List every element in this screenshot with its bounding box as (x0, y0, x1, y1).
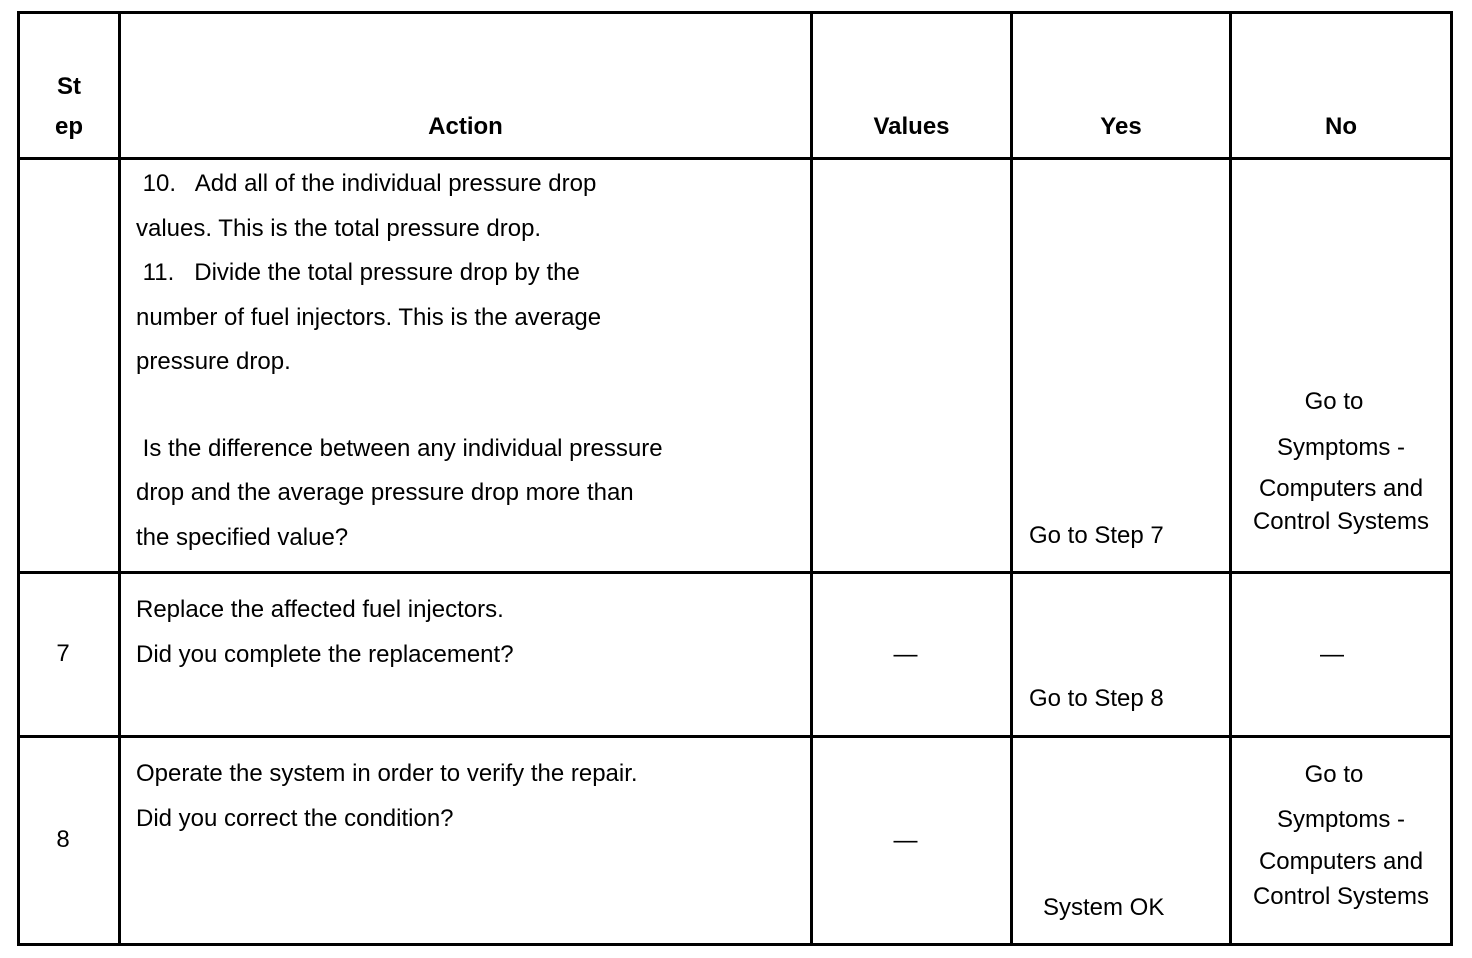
header-step (20, 67, 118, 147)
row1-action-line4: number of fuel injectors. This is the average (136, 303, 602, 331)
row1-no-line4: Control Systems (1252, 507, 1430, 535)
row1-no-line2: Symptoms - (1276, 433, 1405, 461)
row2-step: 7 (56, 640, 70, 667)
row2-values: — (893, 641, 918, 668)
row1-action-line5: pressure drop. (136, 348, 291, 375)
row3-no-line1: Go to (1304, 761, 1364, 788)
row1-action-line1: 10. Add all of the individual pressure drop (136, 170, 597, 197)
row3-action-line1: Operate the system in order to verify the repair. (136, 760, 638, 787)
table-border-top (17, 11, 1453, 14)
row3-action (136, 752, 806, 841)
row2-action (136, 588, 806, 677)
row1-no (1232, 380, 1450, 537)
col-rule-2 (810, 11, 813, 946)
row3-no-line3: Computers and (1258, 847, 1424, 875)
row2-action-line1: Replace the affected fuel injectors. (136, 596, 504, 623)
row-rule-2 (17, 735, 1453, 738)
row1-no-line1: Go to (1304, 388, 1364, 415)
row3-no-line4: Control Systems (1252, 882, 1430, 910)
col-rule-1 (118, 11, 121, 946)
table-border-left (17, 11, 20, 946)
diagnostic-table (17, 11, 1453, 947)
row1-action-line2: values. This is the total pressure drop. (136, 214, 542, 242)
table-border-right (1450, 11, 1453, 946)
row1-action-line9: the specified value? (136, 523, 349, 551)
row3-action-line2: Did you correct the condition? (136, 804, 454, 832)
row1-no-line3: Computers and (1258, 474, 1424, 502)
header-step-line1: St (57, 73, 81, 100)
row3-yes: System OK (1043, 894, 1165, 921)
row-rule-1 (17, 571, 1453, 574)
table-border-bottom (17, 943, 1453, 946)
row2-yes: Go to Step 8 (1029, 685, 1164, 712)
row3-values: — (893, 827, 918, 854)
row1-yes: Go to Step 7 (1029, 522, 1164, 549)
row1-action-line7: Is the difference between any individual pressure (136, 434, 663, 462)
row1-action-line6 (136, 385, 806, 427)
row1-action (136, 162, 806, 560)
header-step-line2: ep (54, 113, 83, 140)
row1-action-line3: 11. Divide the total pressure drop by the (136, 259, 580, 286)
header-values: Values (873, 113, 950, 140)
header-action: Action (428, 113, 503, 140)
header-yes: Yes (1100, 113, 1142, 140)
col-rule-3 (1010, 11, 1013, 946)
row3-no-line2: Symptoms - (1276, 805, 1405, 833)
header-rule (17, 157, 1453, 160)
row2-action-line2: Did you complete the replacement? (136, 640, 514, 668)
header-no: No (1325, 113, 1357, 140)
row2-no: — (1320, 641, 1344, 668)
row3-no (1232, 753, 1450, 912)
row1-action-line8: drop and the average pressure drop more than (136, 479, 634, 506)
row3-step: 8 (56, 826, 70, 853)
